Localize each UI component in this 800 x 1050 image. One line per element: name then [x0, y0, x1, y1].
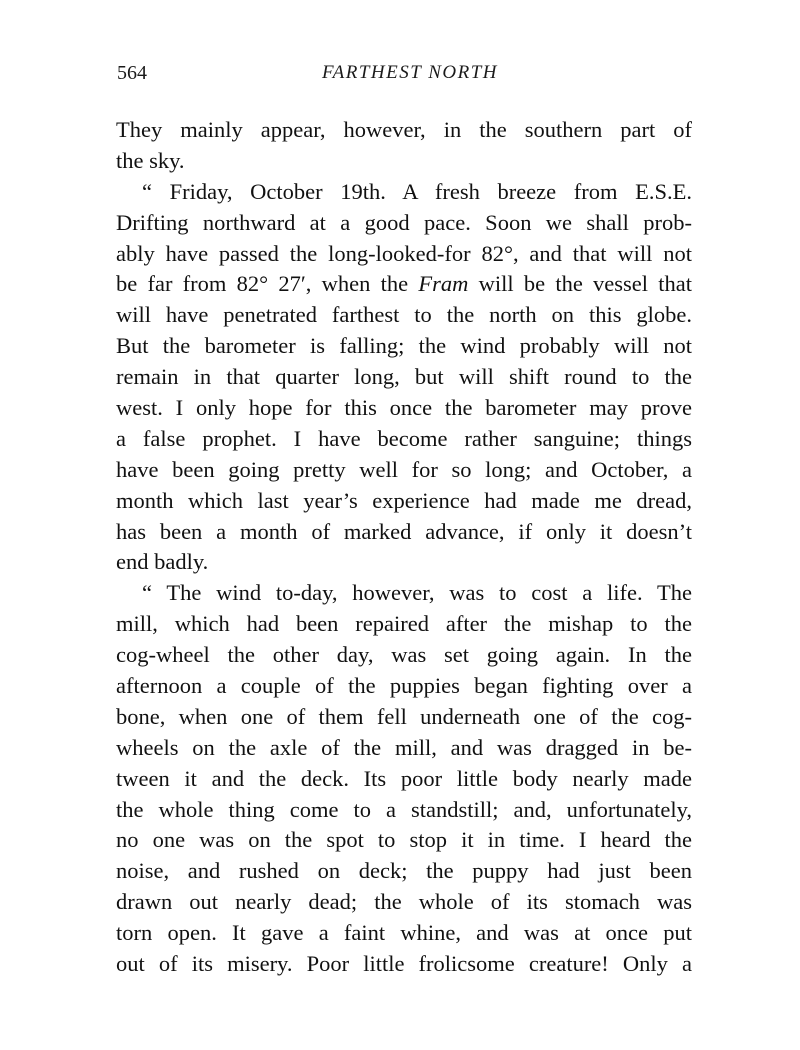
text-line: tween it and the deck. Its poor little body nearly made	[116, 765, 692, 791]
text-line: torn open. It gave a faint whine, and was at once put	[116, 920, 692, 946]
body-text	[116, 115, 692, 980]
running-title: FARTHEST NORTH	[321, 62, 499, 83]
text-line: bone, when one of them fell underneath one of the cog-	[116, 703, 692, 729]
text-line: have been going pretty well for so long; and October, a	[116, 456, 692, 482]
text-line: drawn out nearly dead; the whole of its stomach was	[116, 889, 692, 915]
text-line: mill, which had been repaired after the mishap to the	[116, 611, 692, 637]
text-line: the sky.	[116, 147, 185, 173]
text-line: ably have passed the long-looked-for 82°, and that will not	[116, 240, 692, 266]
text-line: They mainly appear, however, in the southern part of	[116, 117, 692, 142]
ship-name-italic: Fram	[418, 271, 469, 297]
text-line: out of its misery. Poor little frolicsome creature! Only a	[116, 951, 692, 977]
text-line: “ The wind to-day, however, was to cost a life. The	[142, 580, 692, 606]
text-line: remain in that quarter long, but will shift round to the	[116, 364, 692, 390]
text-line: west. I only hope for this once the barometer may prove	[116, 395, 692, 421]
text-segment: will be the vessel that	[468, 271, 693, 297]
text-line: will have penetrated farthest to the north on this globe.	[116, 302, 692, 328]
text-line: the whole thing come to a standstill; and, unfortunately,	[116, 796, 692, 822]
text-line: month which last year’s experience had made me dread,	[116, 487, 692, 513]
text-line: has been a month of marked advance, if only it doesn’t	[116, 518, 692, 544]
text-line: a false prophet. I have become rather sanguine; things	[116, 425, 692, 451]
text-line: afternoon a couple of the puppies began fighting over a	[116, 673, 692, 699]
page-number: 564	[117, 62, 147, 84]
text-line: noise, and rushed on deck; the puppy had just been	[116, 858, 692, 884]
text-line: wheels on the axle of the mill, and was dragged in be-	[116, 734, 692, 760]
text-line: Drifting northward at a good pace. Soon we shall prob-	[116, 209, 692, 235]
text-line: But the barometer is falling; the wind probably will not	[116, 333, 692, 359]
text-line	[116, 269, 692, 300]
text-line: end badly.	[116, 549, 209, 575]
text-line: no one was on the spot to stop it in time. I heard the	[116, 827, 692, 853]
text-segment: be far from 82° 27′, when the	[116, 271, 419, 297]
text-line: “ Friday, October 19th. A fresh breeze from E.S.E.	[142, 178, 692, 204]
text-line: cog-wheel the other day, was set going again. In the	[116, 642, 692, 668]
